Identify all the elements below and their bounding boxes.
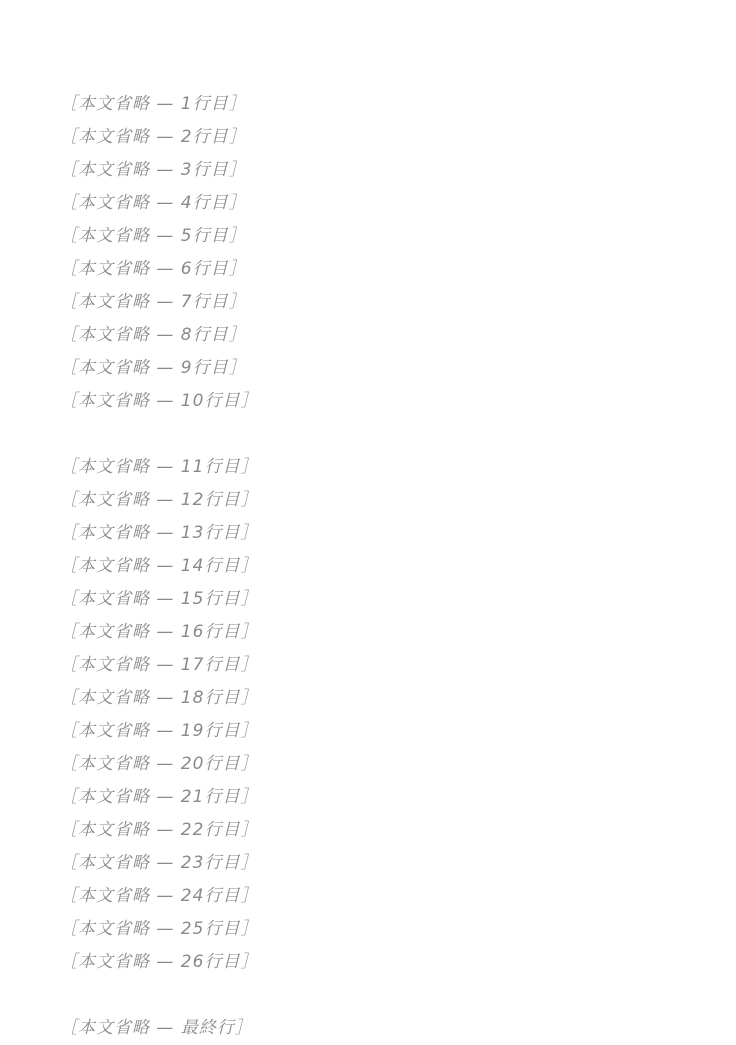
- redacted-text: ［本文省略 — 11行目］: [60, 457, 259, 477]
- redacted-text: ［本文省略 — 14行目］: [60, 556, 259, 576]
- text-line: [60, 880, 676, 913]
- redacted-text: ［本文省略 — 2行目］: [60, 127, 247, 147]
- text-line: [60, 385, 676, 418]
- redacted-text: ［本文省略 — 13行目］: [60, 523, 259, 543]
- redacted-text: ［本文省略 — 9行目］: [60, 358, 247, 378]
- redacted-text: ［本文省略 — 26行目］: [60, 952, 259, 972]
- redacted-text: ［本文省略 — 4行目］: [60, 193, 247, 213]
- text-line: [60, 649, 676, 682]
- redacted-text: ［本文省略 — 7行目］: [60, 292, 247, 312]
- redacted-text: ［本文省略 — 5行目］: [60, 226, 247, 246]
- redacted-text: ［本文省略 — 25行目］: [60, 919, 259, 939]
- text-line: [60, 715, 676, 748]
- redacted-text: ［本文省略 — 18行目］: [60, 688, 259, 708]
- text-line: [60, 814, 676, 847]
- text-line: [60, 286, 676, 319]
- redacted-text: ［本文省略 — 21行目］: [60, 787, 259, 807]
- redacted-text: ［本文省略 — 最終行］: [60, 1018, 253, 1038]
- text-line: [60, 220, 676, 253]
- text-line: [60, 847, 676, 880]
- text-line: [60, 550, 676, 583]
- text-line: [60, 682, 676, 715]
- redacted-text: ［本文省略 — 22行目］: [60, 820, 259, 840]
- paragraph-gap: [60, 979, 676, 1012]
- text-line: [60, 88, 676, 121]
- redacted-text: ［本文省略 — 10行目］: [60, 391, 259, 411]
- text-line: [60, 583, 676, 616]
- text-line: [60, 154, 676, 187]
- text-line: [60, 616, 676, 649]
- text-line: [60, 319, 676, 352]
- text-line: [60, 946, 676, 979]
- text-line: [60, 352, 676, 385]
- text-line: [60, 781, 676, 814]
- text-line: [60, 451, 676, 484]
- text-line: [60, 253, 676, 286]
- redacted-text: ［本文省略 — 15行目］: [60, 589, 259, 609]
- redacted-text: ［本文省略 — 20行目］: [60, 754, 259, 774]
- redacted-text: ［本文省略 — 24行目］: [60, 886, 259, 906]
- text-line: [60, 913, 676, 946]
- redacted-text: ［本文省略 — 8行目］: [60, 325, 247, 345]
- redacted-text: ［本文省略 — 19行目］: [60, 721, 259, 741]
- text-line: [60, 748, 676, 781]
- paragraph-gap: [60, 418, 676, 451]
- redacted-text: ［本文省略 — 17行目］: [60, 655, 259, 675]
- text-block: [60, 88, 676, 1045]
- text-line: [60, 1012, 676, 1045]
- redacted-text: ［本文省略 — 1行目］: [60, 94, 247, 114]
- text-line: [60, 121, 676, 154]
- redacted-text: ［本文省略 — 23行目］: [60, 853, 259, 873]
- redacted-text: ［本文省略 — 6行目］: [60, 259, 247, 279]
- redacted-text: ［本文省略 — 12行目］: [60, 490, 259, 510]
- text-line: [60, 517, 676, 550]
- text-line: [60, 484, 676, 517]
- redacted-text: ［本文省略 — 3行目］: [60, 160, 247, 180]
- redacted-text: ［本文省略 — 16行目］: [60, 622, 259, 642]
- text-line: [60, 187, 676, 220]
